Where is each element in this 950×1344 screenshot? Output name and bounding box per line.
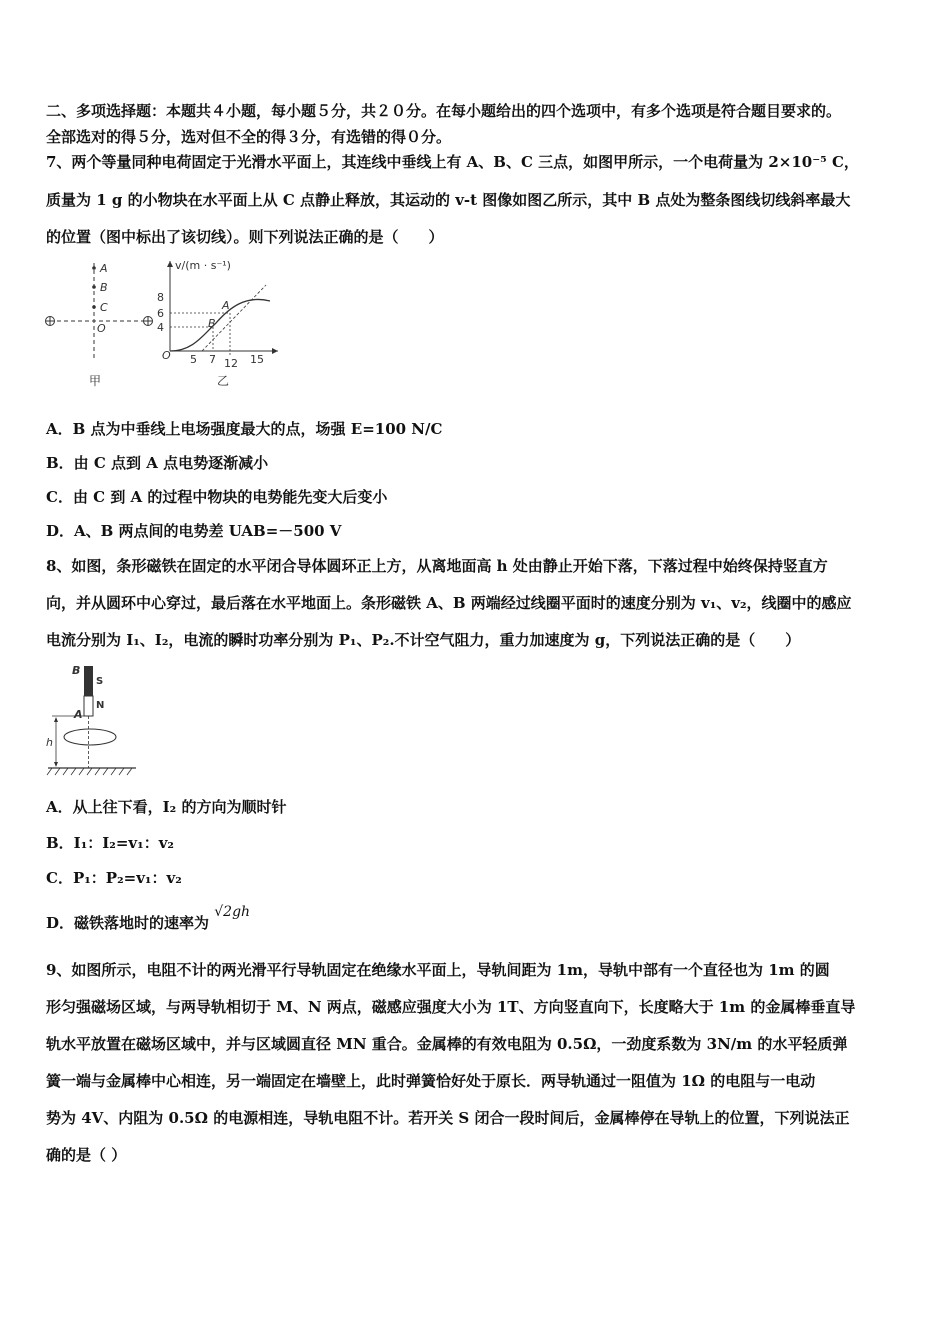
q7-stem-line-3: 的位置（图中标出了该切线）。则下列说法正确的是（ ）: [46, 228, 444, 246]
q8-stem-line-2: 向，并从圆环中心穿过，最后落在水平地面上。条形磁铁 A、B 两端经过线圈平面时的速度分别为 v₁、v₂，线圈中的感应: [46, 594, 852, 612]
label-A: A: [100, 262, 108, 275]
v-axis-label: v/(m · s⁻¹): [175, 259, 231, 272]
v-t-curve: [170, 299, 270, 351]
q8-option-D-formula: √2gh: [214, 904, 251, 920]
q8-option-B: B．I₁：I₂=v₁：v₂: [46, 834, 174, 852]
q9-stem-line-3: 轨水平放置在磁场区域中，并与区域圆直径 MN 重合。金属棒的有效电阻为 0.5Ω，一劲度系数为 3N/m 的水平轻质弹: [46, 1035, 848, 1053]
q7-option-C: C．由 C 到 A 的过程中物块的电势能先变大后变小: [46, 488, 388, 506]
q7-figure-jia: [40, 255, 160, 390]
q9-stem-line-4: 簧一端与金属棒中心相连，另一端固定在墙壁上，此时弹簧恰好处于原长．两导轨通过一阻值为 1Ω 的电阻与一电动: [46, 1072, 816, 1090]
section-header-line-1: 二、多项选择题：本题共４小题，每小题５分，共２０分。在每小题给出的四个选项中，有多个选项是符合题目要求的。: [46, 102, 842, 120]
q8-option-A: A．从上往下看，I₂ 的方向为顺时针: [46, 798, 287, 816]
q9-stem-line-2: 形匀强磁场区域，与两导轨相切于 M、N 两点，磁感应强度大小为 1T、方向竖直向下，长度略大于 1m 的金属棒垂直导: [46, 998, 856, 1016]
caption-yi: 乙: [217, 374, 230, 388]
xtick-12: 12: [224, 357, 238, 370]
label-A: A: [74, 708, 83, 721]
q8-figure: [44, 660, 144, 782]
q9-stem-line-6: 确的是（ ）: [46, 1146, 127, 1164]
section-header-line-2: 全部选对的得５分，选对但不全的得３分，有选错的得０分。: [46, 128, 452, 146]
q7-figure-yi: [158, 255, 288, 390]
magnet-N-part: [84, 696, 93, 716]
q8-stem-line-1: 8、如图，条形磁铁在固定的水平闭合导体圆环正上方，从离地面高 h 处由静止开始下落，下落过程中始终保持竖直方: [46, 557, 828, 575]
q8-option-D-text: D．磁铁落地时的速率为: [46, 914, 210, 932]
xtick-7: 7: [209, 353, 216, 366]
q8-stem-line-3: 电流分别为 I₁、I₂，电流的瞬时功率分别为 P₁、P₂.不计空气阻力，重力加速度为 g，下列说法正确的是（ ）: [46, 631, 801, 649]
q7-option-D: D．A、B 两点间的电势差 UAB=－500 V: [46, 522, 342, 540]
q7-stem-line-1: 7、两个等量同种电荷固定于光滑水平面上，其连线中垂线上有 A、B、C 三点，如图甲所示，一个电荷量为 2×10⁻⁵ C，: [46, 153, 859, 171]
label-B: B: [100, 281, 108, 294]
point-A: A: [222, 299, 230, 312]
ytick-6: 6: [157, 307, 164, 320]
origin-label: O: [162, 349, 171, 362]
label-C: C: [100, 301, 108, 314]
magnet-S-part: [84, 666, 93, 696]
q8-option-C: C．P₁：P₂=v₁：v₂: [46, 869, 182, 887]
ytick-8: 8: [157, 291, 164, 304]
label-B: B: [72, 664, 81, 677]
q7-option-B: B．由 C 点到 A 点电势逐渐减小: [46, 454, 269, 472]
q7-option-A: A．B 点为中垂线上电场强度最大的点，场强 E=100 N/C: [46, 420, 443, 438]
xtick-15: 15: [250, 353, 264, 366]
conducting-ring: [64, 729, 116, 745]
point-B: B: [208, 317, 216, 330]
label-h: h: [46, 736, 53, 749]
xtick-5: 5: [190, 353, 197, 366]
caption-jia: 甲: [89, 374, 102, 388]
label-O: O: [97, 322, 106, 335]
label-N: N: [96, 700, 105, 711]
q8-option-D: [46, 904, 251, 934]
q9-stem-line-5: 势为 4V、内阻为 0.5Ω 的电源相连，导轨电阻不计。若开关 S 闭合一段时间后，金属棒停在导轨上的位置，下列说法正: [46, 1109, 850, 1127]
q7-stem-line-2: 质量为 1 g 的小物块在水平面上从 C 点静止释放，其运动的 v-t 图像如图乙所示，其中 B 点处为整条图线切线斜率最大: [46, 191, 851, 209]
ytick-4: 4: [157, 321, 164, 334]
label-S: S: [96, 676, 104, 687]
q9-stem-line-1: 9、如图所示，电阻不计的两光滑平行导轨固定在绝缘水平面上，导轨间距为 1m，导轨中部有一个直径也为 1m 的圆: [46, 961, 830, 979]
